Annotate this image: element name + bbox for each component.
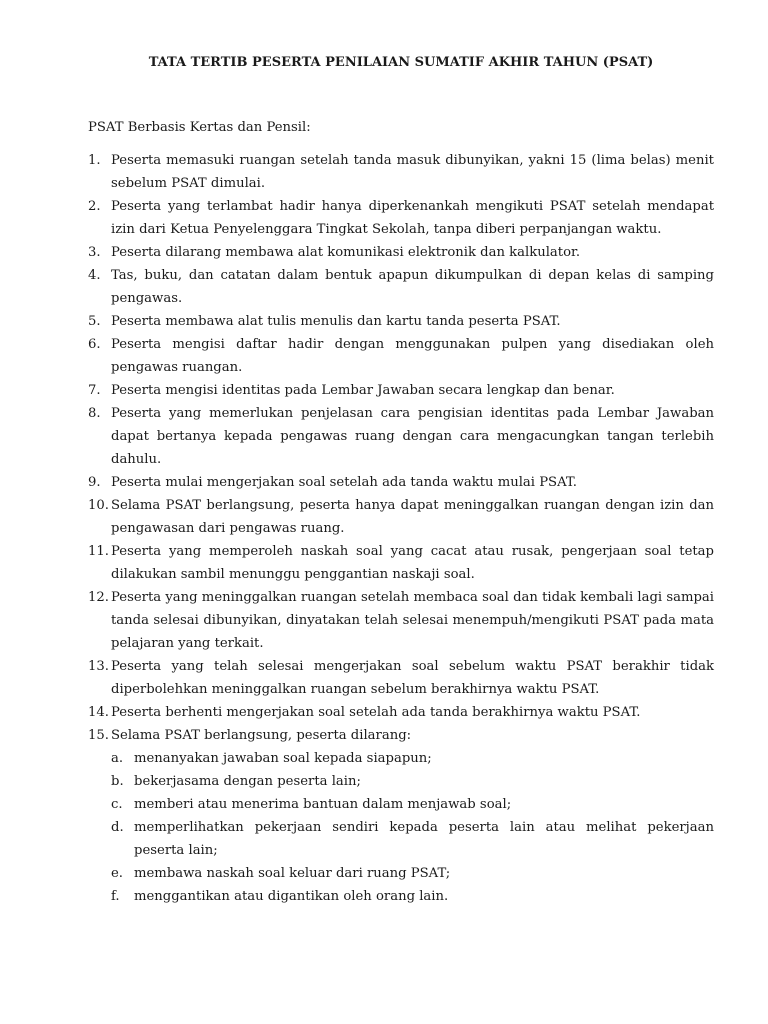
rule-number: 9. [88, 475, 101, 490]
rule-number: 5. [88, 314, 101, 329]
rule-text: Peserta mulai mengerjakan soal setelah ada tanda waktu mulai PSAT. [111, 475, 577, 490]
sub-rule-item [111, 770, 714, 793]
rule-item [88, 195, 714, 241]
sub-rule-item [111, 885, 714, 908]
rule-item [88, 333, 714, 379]
rule-number: 1. [88, 153, 101, 168]
rule-text: Peserta yang telah selesai mengerjakan soal sebelum waktu PSAT berakhir tidak diperbolehkan meninggalkan ruangan sebelum berakhirnya waktu PSAT. [111, 659, 714, 697]
sub-rule-item [111, 816, 714, 862]
rule-text: Peserta mengisi identitas pada Lembar Jawaban secara lengkap dan benar. [111, 383, 615, 398]
rule-text: Peserta dilarang membawa alat komunikasi elektronik dan kalkulator. [111, 245, 581, 260]
sub-rule-text: memperlihatkan pekerjaan sendiri kepada peserta lain atau melihat pekerjaan peserta lain; [134, 820, 714, 858]
sub-rule-item [111, 862, 714, 885]
rule-text: Peserta berhenti mengerjakan soal setelah ada tanda berakhirnya waktu PSAT. [111, 705, 641, 720]
sub-rule-letter: b. [111, 774, 124, 789]
sub-rule-text: bekerjasama dengan peserta lain; [134, 774, 361, 789]
rule-item [88, 310, 714, 333]
rule-number: 14. [88, 705, 109, 720]
sub-rule-item [111, 747, 714, 770]
rule-text: Selama PSAT berlangsung, peserta hanya dapat meninggalkan ruangan dengan izin dan pengawasan dari pengawas ruang. [111, 498, 714, 536]
rule-number: 11. [88, 544, 109, 559]
sub-rule-item [111, 793, 714, 816]
rule-text: Selama PSAT berlangsung, peserta dilarang: [111, 728, 412, 743]
intro-text: PSAT Berbasis Kertas dan Pensil: [88, 120, 311, 135]
rule-number: 3. [88, 245, 101, 260]
rule-item [88, 724, 714, 908]
prohibitions-list [111, 747, 714, 908]
sub-rule-text: membawa naskah soal keluar dari ruang PSAT; [134, 866, 451, 881]
rule-item [88, 655, 714, 701]
rule-text: Peserta mengisi daftar hadir dengan menggunakan pulpen yang disediakan oleh pengawas ruangan. [111, 337, 714, 375]
rule-item [88, 402, 714, 471]
rule-item [88, 241, 714, 264]
sub-rule-letter: d. [111, 820, 124, 835]
rule-item [88, 149, 714, 195]
document-page [88, 52, 714, 908]
rule-text: Peserta membawa alat tulis menulis dan kartu tanda peserta PSAT. [111, 314, 561, 329]
rule-number: 4. [88, 268, 101, 283]
sub-rule-text: menggantikan atau digantikan oleh orang lain. [134, 889, 449, 904]
rule-number: 10. [88, 498, 109, 513]
rule-item [88, 586, 714, 655]
document-title: TATA TERTIB PESERTA PENILAIAN SUMATIF AKHIR TAHUN (PSAT) [148, 55, 654, 70]
sub-rule-text: menanyakan jawaban soal kepada siapapun; [134, 751, 432, 766]
sub-rule-letter: c. [111, 797, 123, 812]
rule-item [88, 379, 714, 402]
rule-text: Peserta yang memperoleh naskah soal yang cacat atau rusak, pengerjaan soal tetap dilakukan sambil menunggu penggantian naskaji soal. [111, 544, 714, 582]
rule-number: 13. [88, 659, 109, 674]
rule-number: 7. [88, 383, 101, 398]
rule-item [88, 494, 714, 540]
sub-rule-letter: a. [111, 751, 124, 766]
rule-number: 8. [88, 406, 101, 421]
rule-number: 6. [88, 337, 101, 352]
sub-rule-letter: f. [111, 889, 120, 904]
rule-text: Peserta yang memerlukan penjelasan cara pengisian identitas pada Lembar Jawaban dapat bertanya kepada pengawas ruang dengan cara mengacungkan tangan terlebih dahulu. [111, 406, 714, 467]
rule-text: Peserta yang terlambat hadir hanya diperkenankah mengikuti PSAT setelah mendapat izin dari Ketua Penyelenggara Tingkat Sekolah, tanpa diberi perpanjangan waktu. [111, 199, 714, 237]
sub-rule-text: memberi atau menerima bantuan dalam menjawab soal; [134, 797, 512, 812]
rule-text: Peserta yang meninggalkan ruangan setelah membaca soal dan tidak kembali lagi sampai tanda selesai dibunyikan, dinyatakan telah selesai menempuh/mengikuti PSAT pada mata pelajaran yang terkait. [111, 590, 714, 651]
rule-number: 2. [88, 199, 101, 214]
rule-item [88, 540, 714, 586]
rule-item [88, 471, 714, 494]
rule-item [88, 701, 714, 724]
rules-list [88, 149, 714, 908]
rule-number: 12. [88, 590, 109, 605]
rule-number: 15. [88, 728, 109, 743]
sub-rule-letter: e. [111, 866, 123, 881]
rule-text: Peserta memasuki ruangan setelah tanda masuk dibunyikan, yakni 15 (lima belas) menit sebelum PSAT dimulai. [111, 153, 714, 191]
rule-text: Tas, buku, dan catatan dalam bentuk apapun dikumpulkan di depan kelas di samping pengawas. [111, 268, 714, 306]
rule-item [88, 264, 714, 310]
